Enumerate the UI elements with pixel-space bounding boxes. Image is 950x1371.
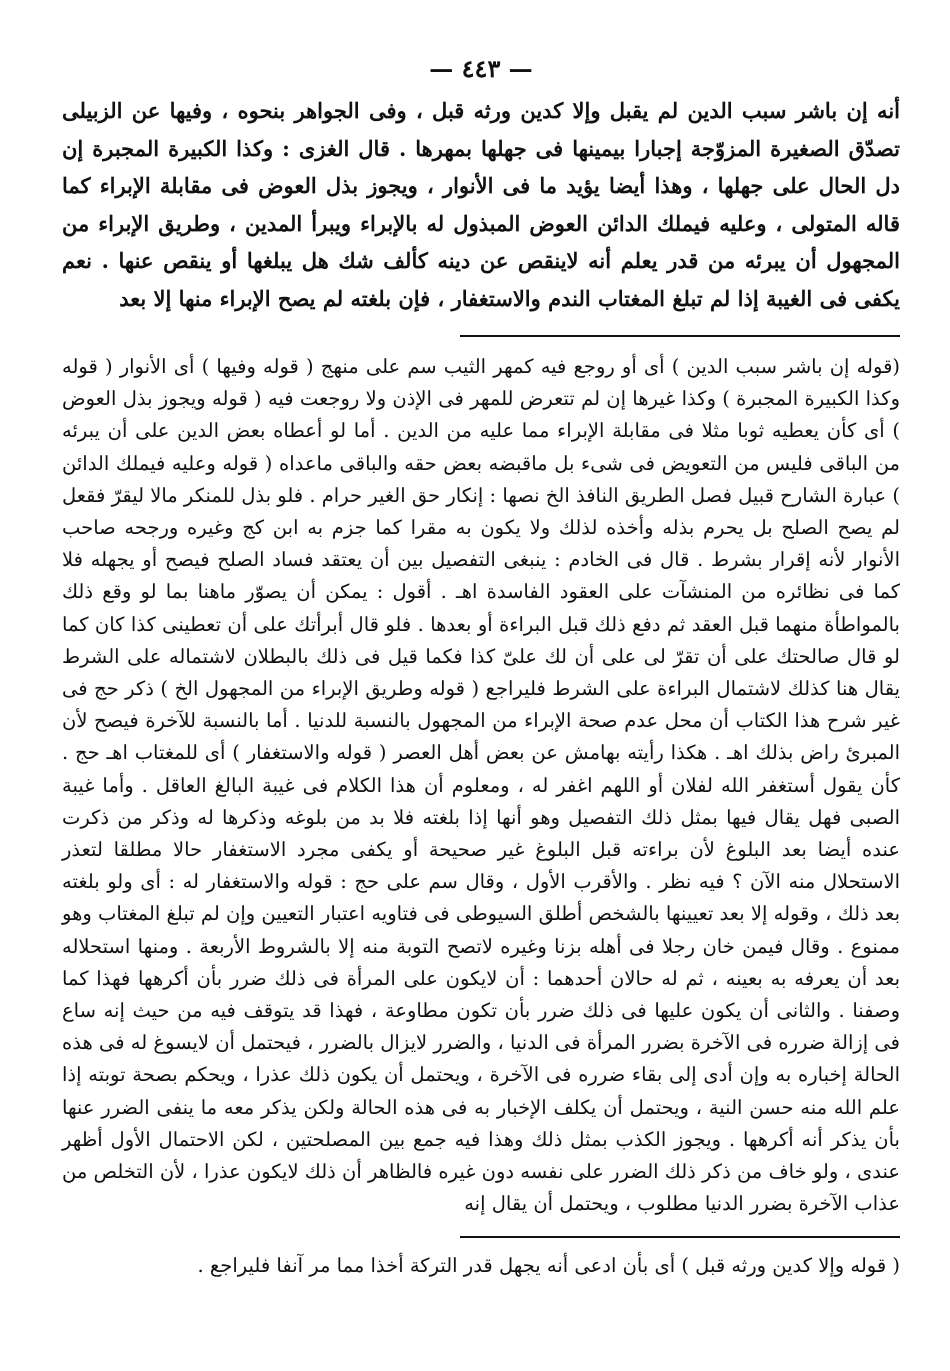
section-divider [460,335,900,337]
main-text: أنه إن باشر سبب الدين لم يقبل وإلا كدين ورثه قبل ، وفى الجواهر بنحوه ، وفيها عن الزبيلى تصدّق الصغيرة المزوّجة إجبارا بيمينها فى جهلها بمهرها . قال الغزى : وكذا الكبيرة المجبرة إن دل الحال على جهلها ، وهذا أيضا يؤيد ما فى الأنوار ، ويجوز بذل العوض فى مقابلة الإبراء كما قاله المتولى ، وعليه فيملك الدائن العوض المبذول له بالإبراء ويبرأ المدين ، وطريق الإبراء من المجهول أن يبرئه من قدر يعلم أنه لاينقص عن دينه كألف شك هل يبلغها أو ينقص عنها . نعم يكفى فى الغيبة إذا لم تبلغ المغتاب الندم والاستغفار ، فإن بلغته لم يصح الإبراء منها إلا بعد [62,98,901,311]
document-page [62,52,900,1282]
footnote-text: ( قوله وإلا كدين ورثه قبل ) أى بأن ادعى أنه يجهل قدر التركة أخذا مما مر آنفا فليراجع . [197,1254,900,1278]
commentary-text: (قوله إن باشر سبب الدين ) أى أو روجع فيه كمهر الثيب سم على منهج ( قوله وفيها ) أى الأنوار ( قوله وكذا الكبيرة المجبرة ) وكذا غيرها إن لم تتعرض للمهر فى الإذن ولا روجعت فيه ( قوله ويجوز بذل العوض ) أى كأن يعطيه ثوبا مثلا فى مقابلة الإبراء مما عليه من الدين . أما لو أعطاه بعض الدين على أن يبرئه من الباقى فليس من التعويض فى شىء بل ماقبضه بعض حقه والباقى ماعداه ( قوله وعليه فيملك الدائن ) عبارة الشارح قبيل فصل الطريق النافذ الخ نصها : إنكار حق الغير حرام . فلو بذل للمنكر مالا ليقرّ فقعل لم يصح الصلح بل يحرم بذله وأخذه لذلك ولا يكون به مقرا كما جزم به ابن كج وغيره ورجحه صاحب الأنوار لأنه إقرار بشرط . قال فى الخادم : ينبغى التفصيل بين أن يعتقد فساد الصلح فيصح أو يجهله فلا كما فى نظائره من المنشآت على العقود الفاسدة اهـ . أقول : يمكن أن يصوّر ماهنا بما لو وقع ذلك بالمواطأة منهما قبل العقد ثم دفع ذلك قبل البراءة أو بعدها . فلو قال أبرأتك على أن تعطينى كذا كان كما لو قال صالحتك على أن تقرّ لى على أن لك علىّ كذا فكما قيل فى ذلك بالبطلان لاشتماله على الشرط يقال هنا كذلك لاشتمال البراءة على الشرط فليراجع ( قوله وطريق الإبراء من المجهول الخ ) ذكر حج فى غير شرح هذا الكتاب أن محل عدم صحة الإبراء من المجهول بالنسبة للدنيا . أما بالنسبة للآخرة فيصح لأن المبرئ راض بذلك اهـ . هكذا رأيته بهامش عن بعض أهل العصر ( قوله والاستغفار ) أى للمغتاب اهـ حج . كأن يقول أستغفر الله لفلان أو اللهم اغفر له ، ومعلوم أن هذا الكلام فى غيبة البالغ العاقل . وأما غيبة الصبى فهل يقال فيها بمثل ذلك التفصيل وهو أنها إذا بلغته فلا بد من بلوغه وذكرها له وذكر من ذكرت عنده أيضا بعد البلوغ لأن براءته قبل البلوغ غير صحيحة أو يكفى مجرد الاستغفار حالا مطلقا لتعذر الاستحلال منه الآن ؟ فيه نظر . والأقرب الأول ، وقال سم على حج : قوله والاستغفار له : أى ولو بلغته بعد ذلك ، وقوله إلا بعد تعيينها بالشخص أطلق السيوطى فى فتاويه اعتبار التعيين وإن لم تبلغ المغتاب وهو ممنوع . وقال فيمن خان رجلا فى أهله بزنا وغيره لاتصح التوبة منه إلا بالشروط الأربعة . ومنها استحلاله بعد أن يعرفه به بعينه ، ثم له حالان أحدهما : أن لايكون على المرأة فى ذلك ضرر بأن أكرهها فهذا كما وصفنا . والثانى أن يكون عليها فى ذلك ضرر بأن تكون مطاوعة ، فهذا قد يتوقف فيه من حيث إنه ساع فى إزالة ضرره فى الآخرة بضرر المرأة فى الدنيا ، والضرر لايزال بالضرر ، فيحتمل أن لايسوغ له فى هذه الحالة إخباره به وإن أدى إلى بقاء ضرره فى الآخرة ، ويحتمل أن يكون ذلك عذرا ، ويحكم بصحة توبته إذا علم الله منه حسن النية ، ويحتمل أن يكلف الإخبار به فى هذه الحالة ولكن يذكر معه ما ينفى الضرر عنها بأن يذكر أنه أكرهها . ويجوز الكذب بمثل ذلك وهذا فيه جمع بين المصلحتين ، لكن الاحتمال الأول أظهر عندى ، ولو خاف من ذكر ذلك الضرر على نفسه دون غيره فالظاهر أن ذلك لايكون عذرا ، لأن التخلص من عذاب الآخرة بضرر الدنيا مطلوب ، ويحتمل أن يقال إنه [61,355,900,1216]
footnote-divider [460,1236,900,1238]
page-number: — ٤٤٣ — [429,54,533,83]
